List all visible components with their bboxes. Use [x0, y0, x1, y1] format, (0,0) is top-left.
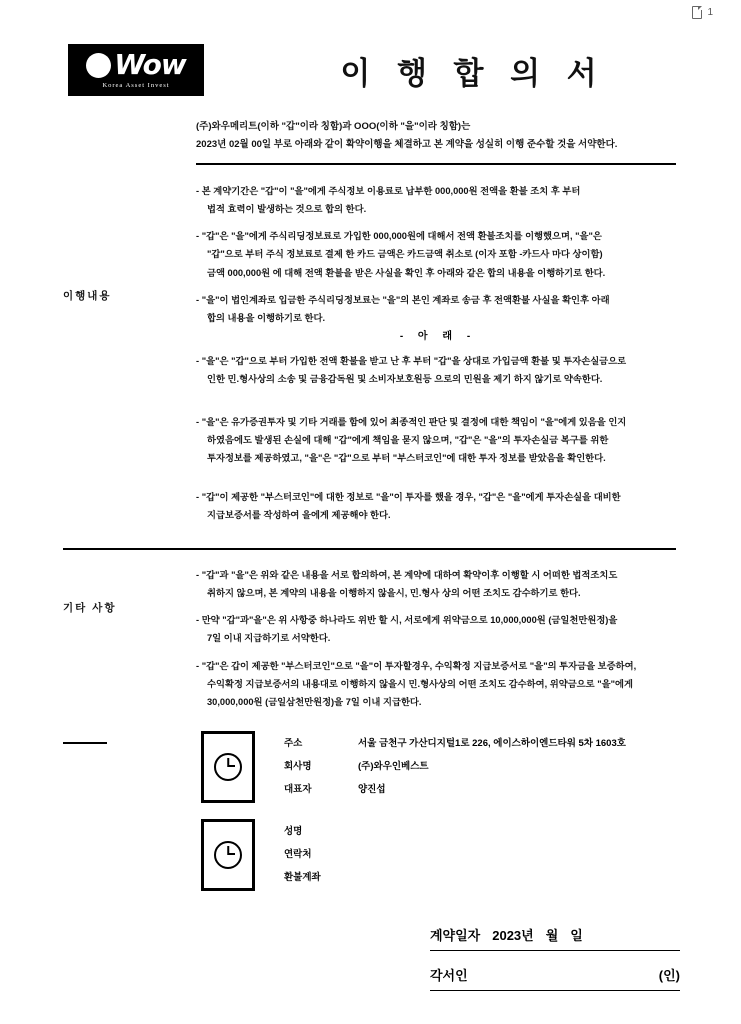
- seal-box: [201, 731, 255, 803]
- clause-line: 7일 이내 지급하기로 서약한다.: [207, 633, 331, 644]
- clause-line: 하였음에도 발생된 손실에 대해 "갑"에게 책임을 묻지 않으며, "갑"은 "을"의 투자손실금 복구를 위한: [207, 435, 609, 446]
- clause-line: 지급보증서를 작성하여 을에게 제공해야 한다.: [207, 510, 391, 521]
- clause-line: -: [196, 186, 200, 196]
- clause-item: [196, 182, 680, 218]
- document-icon: [692, 6, 702, 19]
- clause-line: -: [196, 660, 200, 671]
- ahrae-heading: - 아 래 -: [399, 331, 477, 342]
- seal-box: [201, 819, 255, 891]
- clause-line: 합의 내용을 이행하기로 한다.: [207, 312, 326, 323]
- clause-item: [196, 413, 680, 467]
- clause-item: [196, 657, 680, 711]
- clause-line: -: [196, 615, 200, 626]
- clause-item: [196, 227, 680, 281]
- clause-line: -: [196, 417, 200, 427]
- seal-stamp-icon: [214, 753, 242, 781]
- page-title: 이 행 합 의 서: [340, 56, 606, 91]
- logo-wordmark: Wow: [114, 48, 186, 81]
- logo-subtitle: Korea Asset Invest: [102, 82, 170, 89]
- clause-item: [196, 488, 680, 524]
- seal-stamp-icon: [214, 841, 242, 869]
- field-row[interactable]: [284, 869, 674, 892]
- clause-line: "을"은 "갑"으로 부터 가입한 전액 환불을 받고 난 후 부터 "갑"을 상대로 가입금액 환불 및 투자손실금으로: [201, 356, 627, 366]
- company-fields: [284, 735, 674, 804]
- signer-label: 각서인: [430, 968, 468, 983]
- divider-middle: [63, 548, 676, 550]
- field-label: 연락처: [284, 849, 312, 860]
- clause-group-4: [196, 488, 680, 524]
- clause-line: -: [196, 492, 200, 502]
- signer-seal-label: (인): [658, 968, 680, 983]
- clause-line: "갑"이 제공한 "부스터코인"에 대한 정보로 "을"이 투자를 했을 경우, "갑"은 "을"에게 투자손실을 대비한: [201, 492, 621, 502]
- clause-line: "갑"은 갑이 제공한 "부스터코인"으로 "을"이 투자할경우, 수익확정 지급보증서로 "을"의 투자금을 보증하여,: [201, 660, 637, 671]
- field-value: 양진섭: [358, 784, 386, 795]
- clause-line: 법적 효력이 발생하는 것으로 합의 한다.: [207, 204, 367, 215]
- field-row: [284, 735, 674, 758]
- contract-date-month: 월: [545, 928, 559, 943]
- divider-bottom-left: [63, 742, 107, 744]
- intro-line-2: 2023년 02월 00일 부로 아래와 같이 확약이행을 체결하고 본 계약을 성실히 이행 준수할 것을 서약한다.: [196, 138, 618, 150]
- footer-signature-area: [430, 925, 680, 991]
- section-label-other: 기타 사항: [63, 602, 117, 614]
- page-number: 1: [707, 7, 713, 18]
- clause-item: [196, 611, 680, 647]
- field-value: (주)와우인베스트: [358, 761, 429, 772]
- clause-line: "을"은 유가증권투자 및 기타 거래를 함에 있어 최종적인 판단 및 결정에 대한 책임이 "을"에게 있음을 인지: [201, 417, 627, 427]
- clause-group-2: [196, 352, 680, 388]
- clause-item: [196, 291, 680, 327]
- contract-date-row: [430, 925, 680, 951]
- clause-line: "갑"과 "을"은 위와 같은 내용을 서로 합의하여, 본 계약에 대하여 확약이후 이행할 시 어떠한 법적조치도: [201, 570, 618, 580]
- clause-line: 금액 000,000원 에 대해 전액 환불을 받은 사실을 확인 후 아래와 같은 합의 내용을 이행하기로 한다.: [207, 267, 606, 278]
- field-row[interactable]: [284, 823, 674, 846]
- divider-top: [196, 163, 676, 165]
- clause-group-1: [196, 182, 680, 327]
- field-row: [284, 781, 674, 804]
- clause-line: -: [196, 570, 200, 580]
- clause-line: 30,000,000원 (금일삼천만원정)을 7일 이내 지급한다.: [207, 696, 422, 707]
- clause-group-5: [196, 566, 680, 711]
- contract-date-day: 일: [570, 928, 583, 943]
- intro-paragraph: [196, 118, 676, 153]
- clause-item: [196, 566, 680, 602]
- field-row[interactable]: [284, 846, 674, 869]
- field-label: 주소: [284, 738, 303, 749]
- document-header: [68, 44, 674, 100]
- clause-line: "갑"으로 부터 주식 정보료로 결제 한 카드 금액은 카드금액 취소로 (이자 포함 -카드사 마다 상이함): [207, 249, 603, 260]
- field-row: [284, 758, 674, 781]
- field-label: 대표자: [284, 784, 312, 795]
- intro-line-1: (주)와우메리트(이하 "갑"이라 칭함)과 OOO(이하 "을"이라 칭함)는: [196, 121, 471, 132]
- clause-group-3: [196, 413, 680, 467]
- clause-line: "갑"은 "을"에게 주식리딩정보료로 가입한 000,000원에 대해서 전액 환불조치를 이행했으며, "을"은: [201, 231, 602, 242]
- clause-line: 투자정보를 제공하였고, "을"은 "갑"으로 부터 "부스터코인"에 대한 투자 정보를 받았음을 확인한다.: [207, 453, 606, 464]
- field-value: 서울 금천구 가산디지털1로 226, 에이스하이엔드타워 5차 1603호: [358, 738, 626, 749]
- page-marker: [692, 6, 713, 19]
- clause-line: -: [196, 231, 200, 242]
- clause-item: [196, 352, 680, 388]
- clause-line: -: [196, 294, 200, 305]
- clause-line: 수익확정 지급보증서의 내용대로 이행하지 않을시 민.형사상의 어떤 조치도 감수하여, 위약금으로 "을"에게: [207, 678, 633, 689]
- circle-mark-icon: [86, 53, 111, 78]
- signer-row: [430, 965, 680, 991]
- logo-mark: [86, 48, 186, 81]
- field-label: 성명: [284, 826, 303, 837]
- clause-line: -: [196, 356, 200, 366]
- clause-line: 만약 "갑"과"을"은 위 사항중 하나라도 위반 할 시, 서로에게 위약금으로 10,000,000원 (금일천만원정)을: [201, 615, 618, 626]
- clause-line: 인한 민.형사상의 소송 및 금융감독원 및 소비자보호원등 으로의 민원을 제기 하지 않기로 약속한다.: [207, 374, 603, 385]
- field-label: 회사명: [284, 761, 312, 772]
- clause-line: "을"이 법인계좌로 입금한 주식리딩정보료는 "을"의 본인 계좌로 송금 후 전액환불 사실을 확인후 아래: [201, 294, 610, 305]
- contract-date-year: 2023년: [492, 928, 534, 943]
- contract-date-label: 계약일자: [430, 928, 481, 943]
- field-label: 환불계좌: [284, 872, 321, 883]
- person-fields: [284, 823, 674, 892]
- company-logo: [68, 44, 204, 96]
- section-label-performance: 이행내용: [63, 290, 112, 302]
- clause-line: 본 계약기간은 "갑"이 "을"에게 주식정보 이용료로 납부한 000,000원 전액을 환불 조치 후 부터: [201, 186, 581, 196]
- clause-line: 취하지 않으며, 본 계약의 내용을 이행하지 않을시, 민.형사 상의 어떤 조치도 감수하기로 한다.: [207, 588, 581, 599]
